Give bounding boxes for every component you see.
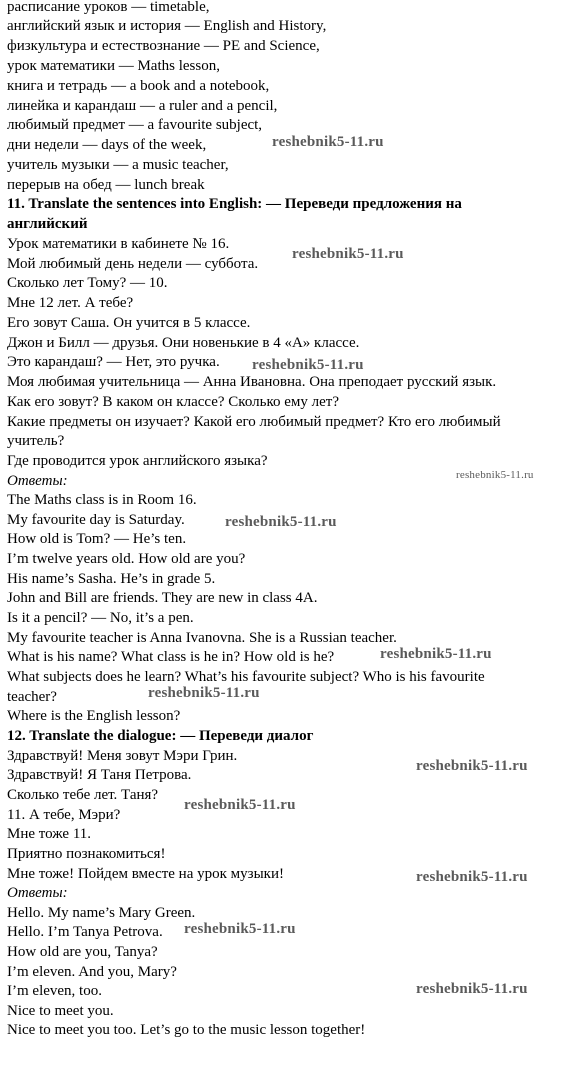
dialogue-line: Приятно познакомиться! <box>7 846 166 862</box>
vocab-line: учитель музыки — a music teacher, <box>7 157 229 173</box>
answer-line: John and Bill are friends. They are new in class 4A. <box>7 590 318 606</box>
sentence-line: Мой любимый день недели — суббота. <box>7 256 259 272</box>
watermark: reshebnik5-11.ru <box>148 685 260 701</box>
answer-line: What is his name? What class is he in? How old is he? <box>7 649 335 665</box>
vocab-line: урок математики — Maths lesson, <box>7 58 220 74</box>
answer-line: Nice to meet you. <box>7 1003 114 1019</box>
sentence-line: учитель? <box>7 433 65 449</box>
watermark: reshebnik5-11.ru <box>184 921 296 937</box>
exercise-11-heading: 11. Translate the sentences into English: — Переведи предложения на <box>7 196 462 212</box>
dialogue-line: 11. А тебе, Мэри? <box>7 807 121 823</box>
sentence-line: Как его зовут? В каком он классе? Сколько ему лет? <box>7 394 339 410</box>
watermark: reshebnik5-11.ru <box>416 869 528 885</box>
watermark: reshebnik5-11.ru <box>416 758 528 774</box>
answer-line: How old are you, Tanya? <box>7 944 158 960</box>
watermark: reshebnik5-11.ru <box>225 514 337 530</box>
answer-line: I’m eleven. And you, Mary? <box>7 964 177 980</box>
answer-line: The Maths class is in Room 16. <box>7 492 197 508</box>
vocab-line: дни недели — days of the week, <box>7 137 207 153</box>
vocab-line: расписание уроков — timetable, <box>7 0 210 15</box>
watermark: reshebnik5-11.ru <box>184 797 296 813</box>
answer-line: My favourite teacher is Anna Ivanovna. She is a Russian teacher. <box>7 630 397 646</box>
vocab-line: перерыв на обед — lunch break <box>7 177 205 193</box>
answer-line: Where is the English lesson? <box>7 708 181 724</box>
answer-line: His name’s Sasha. He’s in grade 5. <box>7 571 216 587</box>
answer-line: Is it a pencil? — No, it’s a pen. <box>7 610 194 626</box>
answers-label: Ответы: <box>7 885 68 901</box>
sentence-line: Какие предметы он изучает? Какой его любимый предмет? Кто его любимый <box>7 414 501 430</box>
watermark: reshebnik5-11.ru <box>380 646 492 662</box>
vocab-line: линейка и карандаш — a ruler and a pencil, <box>7 98 278 114</box>
watermark: reshebnik5-11.ru <box>252 357 364 373</box>
sentence-line: Моя любимая учительница — Анна Ивановна. Она преподает русский язык. <box>7 374 497 390</box>
answer-line: I’m eleven, too. <box>7 983 102 999</box>
sentence-line: Мне 12 лет. А тебе? <box>7 295 134 311</box>
exercise-12-heading: 12. Translate the dialogue: — Переведи диалог <box>7 728 314 744</box>
dialogue-line: Мне тоже! Пойдем вместе на урок музыки! <box>7 866 284 882</box>
sentence-line: Его зовут Саша. Он учится в 5 классе. <box>7 315 251 331</box>
watermark: reshebnik5-11.ru <box>272 134 384 150</box>
answer-line: Hello. My name’s Mary Green. <box>7 905 196 921</box>
vocab-line: физкультура и естествознание — PE and Science, <box>7 38 320 54</box>
sentence-line: Джон и Билл — друзья. Они новенькие в 4 «А» классе. <box>7 335 360 351</box>
dialogue-line: Сколько тебе лет. Таня? <box>7 787 159 803</box>
dialogue-line: Здравствуй! Я Таня Петрова. <box>7 767 192 783</box>
vocab-line: английский язык и история — English and History, <box>7 18 327 34</box>
answer-line: Nice to meet you too. Let’s go to the music lesson together! <box>7 1022 366 1038</box>
dialogue-line: Мне тоже 11. <box>7 826 92 842</box>
sentence-line: Сколько лет Тому? — 10. <box>7 275 168 291</box>
vocab-line: любимый предмет — a favourite subject, <box>7 117 263 133</box>
answers-label: Ответы: <box>7 473 68 489</box>
answer-line: My favourite day is Saturday. <box>7 512 185 528</box>
watermark: reshebnik5-11.ru <box>292 246 404 262</box>
answer-line: teacher? <box>7 689 57 705</box>
exercise-11-heading-cont: английский <box>7 216 88 232</box>
watermark: reshebnik5-11.ru <box>456 469 534 481</box>
answer-line: What subjects does he learn? What’s his favourite subject? Who is his favourite <box>7 669 485 685</box>
watermark: reshebnik5-11.ru <box>416 981 528 997</box>
sentence-line: Где проводится урок английского языка? <box>7 453 268 469</box>
dialogue-line: Здравствуй! Меня зовут Мэри Грин. <box>7 748 238 764</box>
vocab-line: книга и тетрадь — a book and a notebook, <box>7 78 270 94</box>
answer-line: How old is Tom? — He’s ten. <box>7 531 187 547</box>
answer-line: Hello. I’m Tanya Petrova. <box>7 924 163 940</box>
sentence-line: Урок математики в кабинете № 16. <box>7 236 230 252</box>
sentence-line: Это карандаш? — Нет, это ручка. <box>7 354 220 370</box>
answer-line: I’m twelve years old. How old are you? <box>7 551 246 567</box>
